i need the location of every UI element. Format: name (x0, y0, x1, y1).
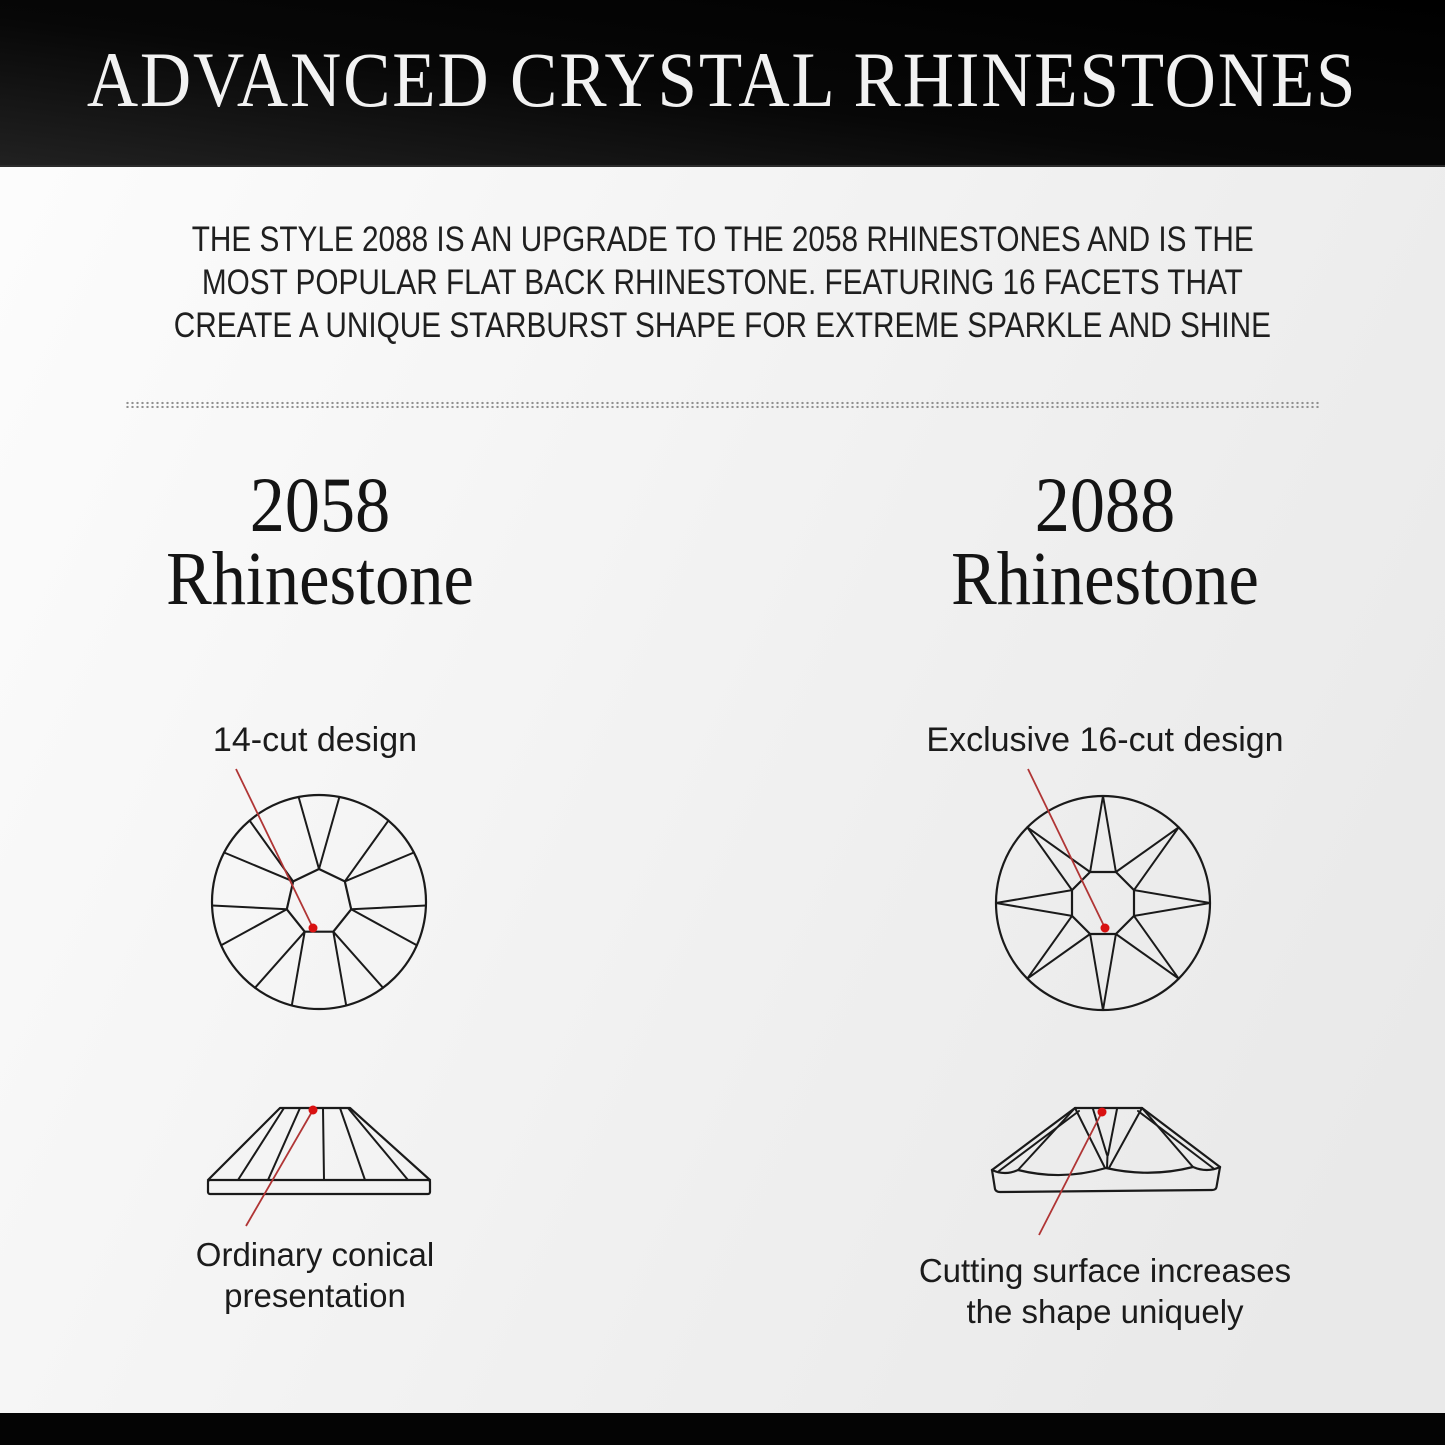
footer-band (0, 1413, 1445, 1445)
caption-2088: Cutting surface increases the shape uniquely (918, 1252, 1292, 1330)
intro-line: THE STYLE 2088 IS AN UPGRADE TO THE 2058 RHINESTONES AND IS THE (191, 220, 1254, 259)
heading-2058 (120, 461, 520, 621)
rhinestone-2088-top-view-diagram (996, 769, 1210, 1010)
intro-paragraph (0, 218, 1445, 347)
page-title: ADVANCED CRYSTAL RHINESTONES (87, 36, 1358, 123)
intro-line: CREATE A UNIQUE STARBURST SHAPE FOR EXTREME SPARKLE AND SHINE (173, 306, 1272, 345)
rhinestone-2058-top-view-diagram (212, 769, 426, 1009)
caption-2058: Ordinary conical presentation (195, 1236, 435, 1314)
pointer-line (1039, 1112, 1102, 1235)
pointer-line (236, 769, 313, 928)
rhinestone-2058-side-view-diagram (208, 1106, 430, 1227)
label-14-cut-design: 14-cut design (212, 721, 418, 759)
pointer-dot (309, 924, 318, 933)
model-number: 2088 (1034, 461, 1176, 548)
pointer-line (1028, 769, 1105, 928)
pointer-dot (1101, 924, 1110, 933)
dotted-divider (125, 400, 1320, 408)
heading-2088 (905, 461, 1305, 621)
header-band (0, 0, 1445, 167)
label-16-cut-design: Exclusive 16-cut design (926, 721, 1284, 759)
pointer-dot (1098, 1108, 1107, 1117)
model-name: Rhinestone (951, 537, 1259, 621)
model-number: 2058 (249, 461, 391, 548)
intro-line: MOST POPULAR FLAT BACK RHINESTONE. FEATURING 16 FACETS THAT (202, 263, 1243, 302)
pointer-dot (309, 1106, 318, 1115)
model-name: Rhinestone (166, 537, 474, 621)
rhinestone-2088-side-view-diagram (992, 1108, 1220, 1236)
pointer-line (246, 1110, 313, 1226)
